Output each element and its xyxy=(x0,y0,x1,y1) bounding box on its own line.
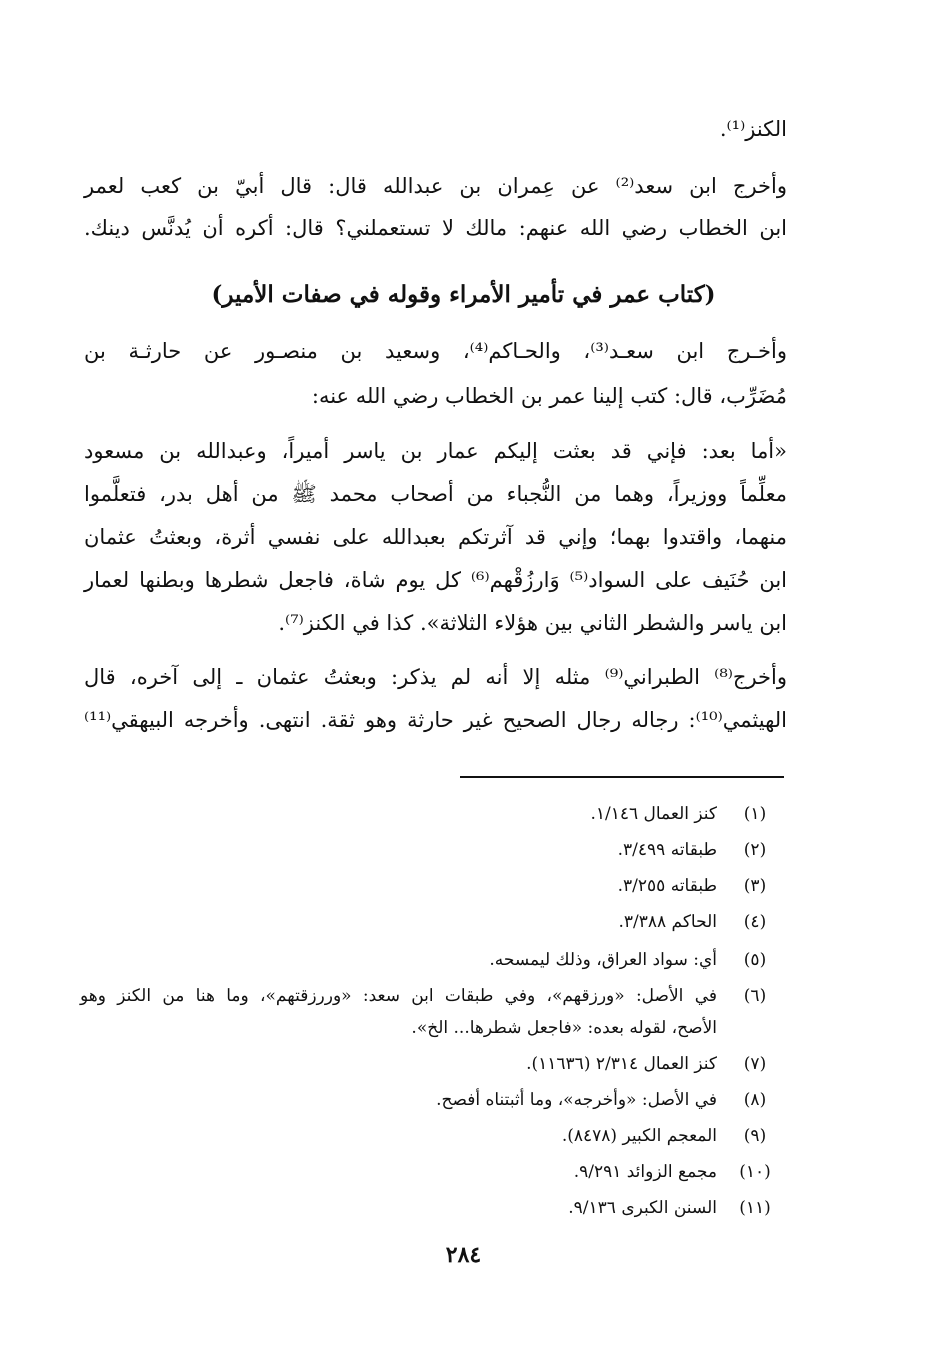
page-number: ٢٨٤ xyxy=(445,1242,482,1268)
footnote-text: في الأصل: «ورزقهم»، وفي طبقات ابن سعد: «وررزقتهم»، وما هنا من الكنز وهو xyxy=(80,986,717,1006)
footnote-7 xyxy=(0,1052,927,1076)
footnote-text: طبقاته ٣/٢٥٥. xyxy=(617,876,717,896)
footnote-number: (١٠) xyxy=(739,1162,771,1182)
footnote-number: (٢) xyxy=(743,840,767,860)
footnote-10 xyxy=(0,1160,927,1184)
para4-line-1: وأخرج⁽⁸⁾ الطبراني⁽⁹⁾ مثله إلا أنه لم يذكر: وبعثتُ عثمان ـ إلى آخره، قال xyxy=(84,665,787,689)
footnote-number: (٧) xyxy=(743,1054,767,1074)
footnote-number: (٥) xyxy=(743,950,767,970)
footnote-number: (٦) xyxy=(743,986,767,1006)
footnote-number: (١١) xyxy=(739,1198,771,1218)
footnote-text: في الأصل: «وأخرجه»، وما أثبتناه أفصح. xyxy=(436,1090,717,1110)
footnote-text: الأصح، لقوله بعده: «فاجعل شطرها... الخ». xyxy=(411,1018,717,1038)
footnote-number: (٣) xyxy=(743,876,767,896)
body-line-1: الكنز⁽¹⁾. xyxy=(719,117,787,141)
footnote-text: مجمع الزوائد ٩/٢٩١. xyxy=(573,1162,717,1182)
para3-line-3: منهما، واقتدوا بهما؛ وإني قد آثرتكم بعبدالله على نفسي أثرة، وبعثتُ عثمان xyxy=(84,525,787,549)
footnote-4 xyxy=(0,910,927,934)
footnote-1 xyxy=(0,802,927,826)
para3-line-5: ابن ياسر والشطر الثاني بين هؤلاء الثلاثة». كذا في الكنز⁽⁷⁾. xyxy=(278,611,787,635)
footnote-separator xyxy=(460,776,784,778)
para2-line-2: مُضَرِّب، قال: كتب إلينا عمر بن الخطاب رضي الله عنه: xyxy=(311,384,787,408)
body-line-3: ابن الخطاب رضي الله عنهم: مالك لا تستعملني؟ قال: أكره أن يُدنَّس دينك. xyxy=(84,216,787,240)
footnote-text: الحاكم ٣/٣٨٨. xyxy=(618,912,717,932)
footnote-11 xyxy=(0,1196,927,1220)
para4-line-2: الهيثمي⁽¹⁰⁾: رجاله رجال الصحيح غير حارثة وهو ثقة. انتهى. وأخرجه البيهقي⁽¹¹⁾ xyxy=(84,708,787,732)
footnote-text: كنز العمال ١/١٤٦. xyxy=(590,804,717,824)
section-heading: (كتاب عمر في تأمير الأمراء وقوله في صفات الأمير) xyxy=(211,281,716,308)
footnote-6 xyxy=(0,984,927,1008)
para3-line-2: معلِّماً ووزيراً، وهما من النُّجباء من أصحاب محمد ﷺ من أهل بدر، فتعلَّموا xyxy=(84,482,787,506)
footnote-3 xyxy=(0,874,927,898)
footnote-number: (٩) xyxy=(743,1126,767,1146)
footnote-text: المعجم الكبير (٨٤٧٨). xyxy=(561,1126,717,1146)
para2-line-1: وأخـرج ابن سعـد⁽³⁾، والحـاكم⁽⁴⁾، وسعيد بن منصـور عن حارثـة بن xyxy=(84,339,787,363)
footnote-9 xyxy=(0,1124,927,1148)
body-line-2: وأخرج ابن سعد⁽²⁾ عن عِمران بن عبدالله قال: قال أبيّ بن كعب لعمر xyxy=(84,174,787,198)
footnote-8 xyxy=(0,1088,927,1112)
footnote-5 xyxy=(0,948,927,972)
footnote-text: طبقاته ٣/٤٩٩. xyxy=(617,840,717,860)
footnote-text: أي: سواد العراق، وذلك ليمسحه. xyxy=(489,950,717,970)
footnote-6-continuation xyxy=(0,1016,927,1040)
para3-line-4: ابن حُنَيف على السواد⁽⁵⁾ وَارزُقْهم⁽⁶⁾ كل يوم شاة، فاجعل شطرها وبطنها لعمار xyxy=(84,568,787,592)
footnote-text: السنن الكبرى ٩/١٣٦. xyxy=(568,1198,717,1218)
footnote-number: (٤) xyxy=(743,912,767,932)
para3-line-1: «أما بعد: فإني قد بعثت إليكم عمار بن ياسر أميراً، وعبدالله بن مسعود xyxy=(84,439,787,463)
footnote-number: (١) xyxy=(743,804,767,824)
footnote-2 xyxy=(0,838,927,862)
footnote-text: كنز العمال ٢/٣١٤ (١١٦٣٦). xyxy=(526,1054,717,1074)
footnote-number: (٨) xyxy=(743,1090,767,1110)
